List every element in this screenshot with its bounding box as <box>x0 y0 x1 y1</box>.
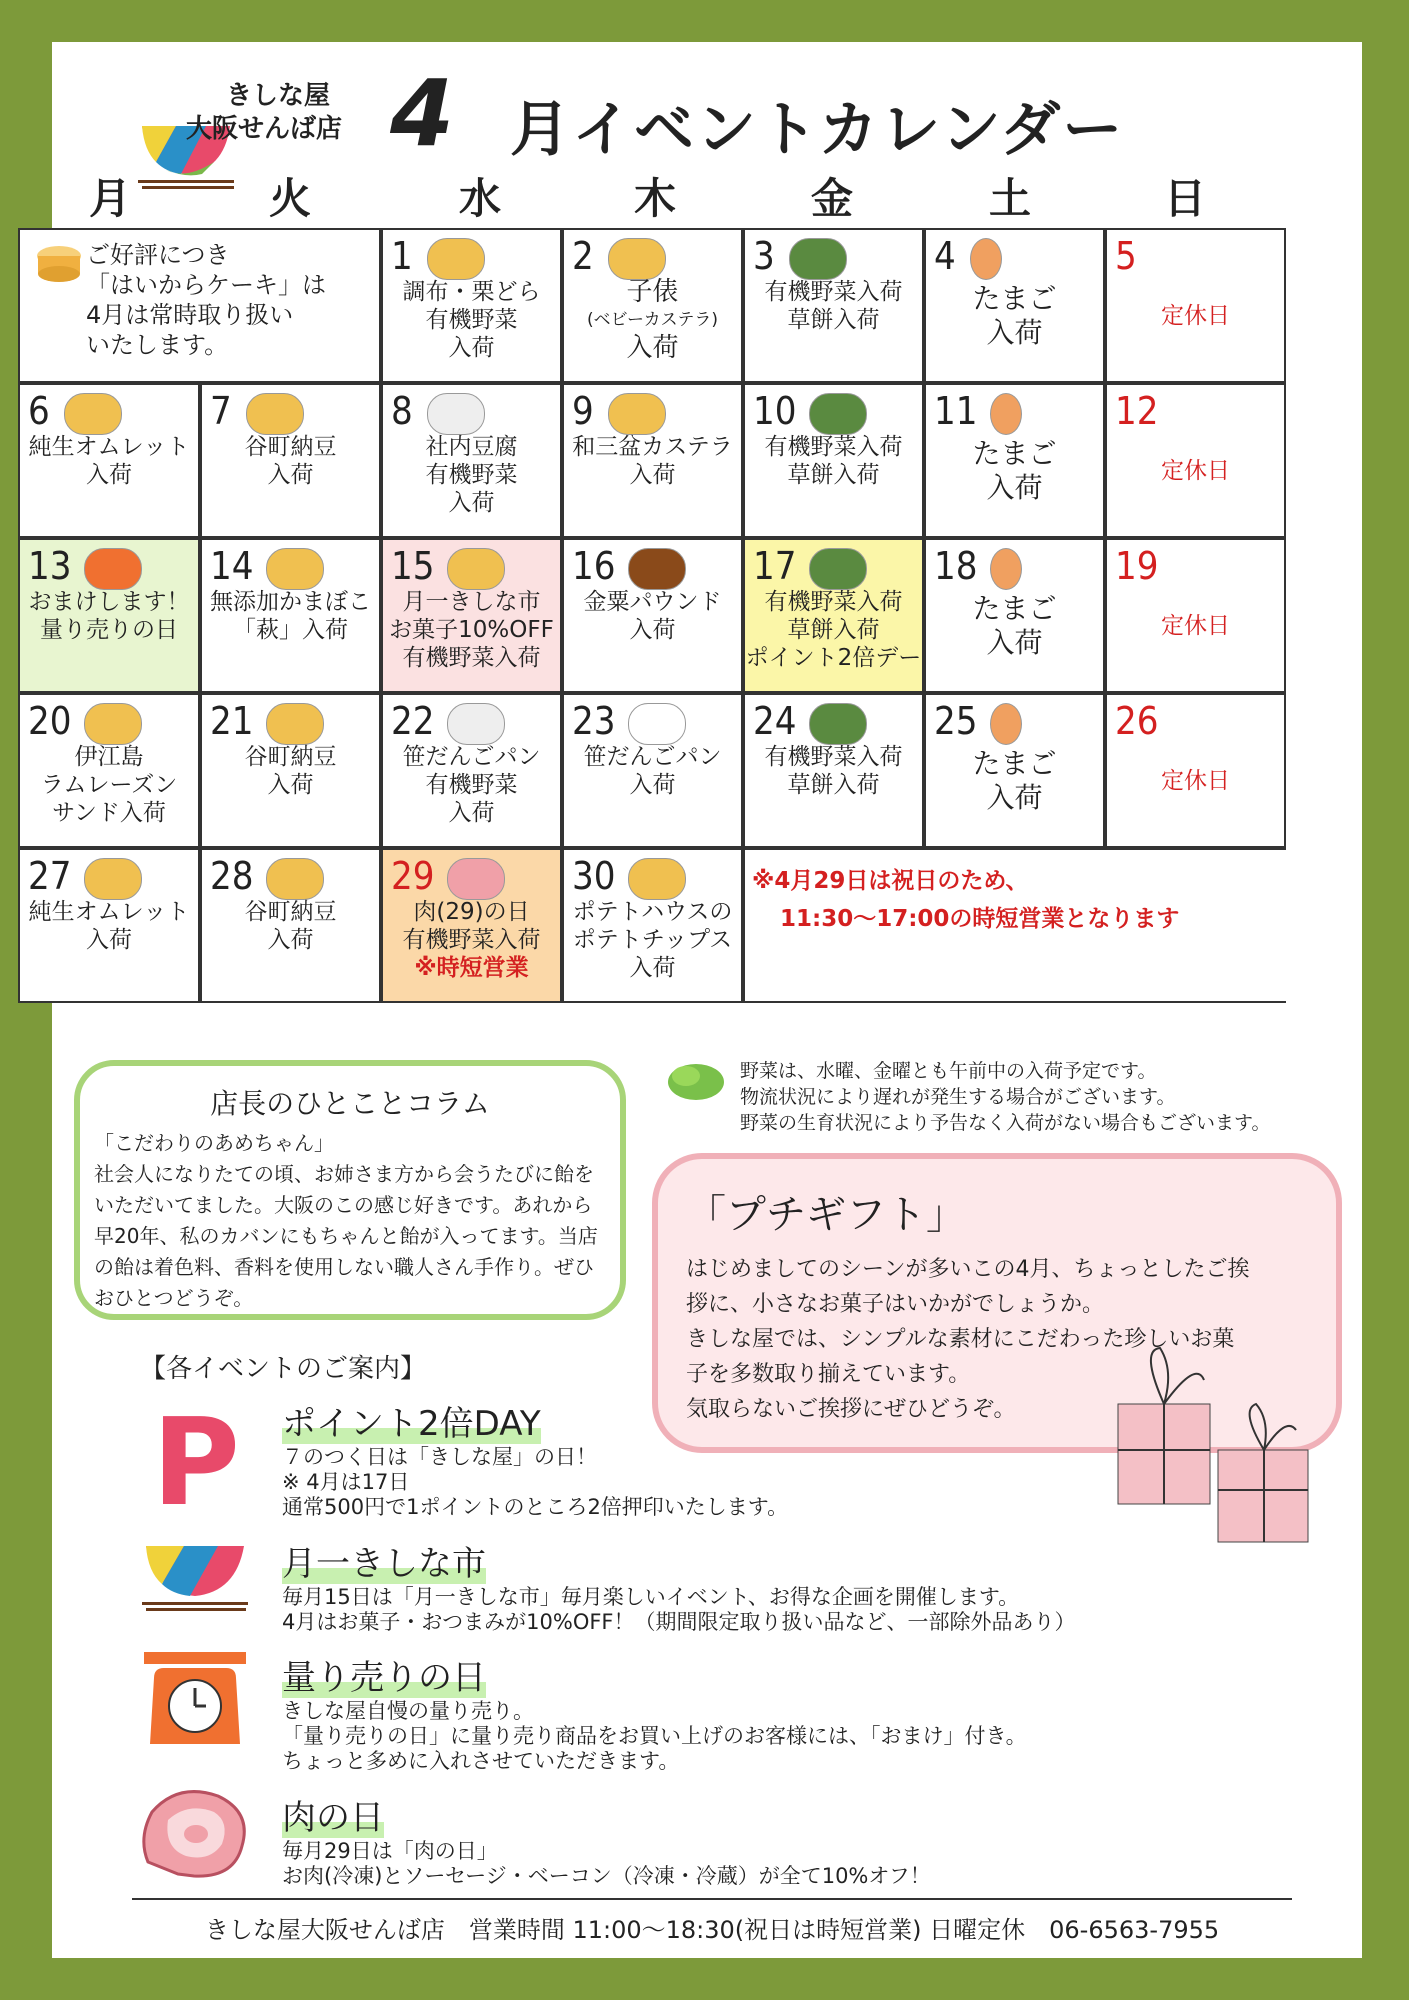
calendar-day-12 <box>1105 383 1286 538</box>
calendar-day-4 <box>924 228 1105 383</box>
day-number: 14 <box>210 544 254 588</box>
day-events <box>383 588 560 672</box>
day-events <box>202 588 379 644</box>
day-number: 12 <box>1115 389 1159 433</box>
kusamochi-icon <box>789 238 847 280</box>
day-events <box>383 898 560 982</box>
holiday-note-line1: ※4月29日は祝日のため、 <box>752 868 1029 894</box>
egg-icon <box>990 548 1022 590</box>
weekday-0: 月 <box>88 174 131 223</box>
day-events <box>202 898 379 954</box>
day-events-text: 調布・栗どら 有機野菜 入荷 <box>402 279 541 361</box>
day-events-text: 谷町納豆 入荷 <box>244 434 337 488</box>
event-hakari <box>282 1650 1027 1774</box>
scale-icon <box>140 1648 250 1748</box>
day-events <box>926 282 1103 350</box>
panda-icon <box>628 703 686 745</box>
day-number: 27 <box>28 854 72 898</box>
title-month: 4 <box>390 60 455 167</box>
day-number: 22 <box>391 699 435 743</box>
natto-icon <box>266 703 324 745</box>
day-events-text: 有機野菜入荷 草餅入荷 <box>764 279 903 333</box>
day-events <box>1107 457 1284 485</box>
day-number: 29 <box>391 854 435 898</box>
gift-box-icon <box>1100 1340 1320 1560</box>
day-events-text: たまご 入荷 <box>972 747 1057 814</box>
gift-line: 気取らないご挨拶にぜひどうぞ。 <box>686 1397 1016 1422</box>
bowl-logo-icon <box>140 1542 250 1614</box>
day-number: 23 <box>572 699 616 743</box>
tofu-icon <box>427 393 485 435</box>
day-events <box>383 278 560 362</box>
day-number: 30 <box>572 854 616 898</box>
veg-note-line: 野菜は、水曜、金曜とも午前中の入荷予定です。 <box>740 1060 1157 1082</box>
day-number: 20 <box>28 699 72 743</box>
meat-icon <box>138 1782 254 1882</box>
day-events-text: 和三盆カステラ 入荷 <box>572 434 733 488</box>
calendar-day-17 <box>743 538 924 693</box>
day-number: 8 <box>391 389 413 433</box>
day-number: 17 <box>753 544 797 588</box>
day-events <box>745 743 922 799</box>
gift-line: はじめましてのシーンが多いこの4月、ちょっとしたご挨 <box>686 1257 1250 1282</box>
day-events-text: 笹だんごパン 入荷 <box>583 744 722 798</box>
potato-chips-icon <box>628 858 686 900</box>
day-number: 4 <box>934 234 956 278</box>
day-number: 10 <box>753 389 797 433</box>
egg-icon <box>990 393 1022 435</box>
shop-name <box>186 80 342 146</box>
day-number: 13 <box>28 544 72 588</box>
day-number: 9 <box>572 389 594 433</box>
calendar-day-7 <box>200 383 381 538</box>
egg-icon <box>970 238 1002 280</box>
haikara-cake-icon <box>34 240 84 284</box>
calendar-day-22 <box>381 693 562 848</box>
calendar-day-2 <box>562 228 743 383</box>
weekday-2: 水 <box>458 174 501 223</box>
calendar-day-29 <box>381 848 562 1003</box>
day-events <box>564 588 741 644</box>
calendar-day-9 <box>562 383 743 538</box>
day-events-text: 純生オムレット 入荷 <box>28 899 190 953</box>
event-point <box>282 1396 788 1520</box>
calendar-day-6 <box>18 383 200 538</box>
day-number: 1 <box>391 234 413 278</box>
calendar-day-13 <box>18 538 200 693</box>
day-events-text: 無添加かまぼこ 「萩」入荷 <box>210 589 371 643</box>
day-events-text: おまけします！ 量り売りの日 <box>28 589 190 643</box>
day-number: 2 <box>572 234 594 278</box>
gift-line: きしな屋では、シンプルな素材にこだわった珍しいお菓 <box>686 1327 1235 1352</box>
day-number: 19 <box>1115 544 1159 588</box>
event-point-line: ※ 4月は17日 <box>282 1470 410 1494</box>
day-number: 3 <box>753 234 775 278</box>
event-ichi-title: 月一きしな市 <box>282 1544 486 1584</box>
short-hours-note: ※時短営業 <box>414 955 529 981</box>
day-events-text: 谷町納豆 入荷 <box>244 744 337 798</box>
lettuce-icon <box>664 1056 728 1108</box>
egg-icon <box>990 703 1022 745</box>
weekday-3: 木 <box>633 174 676 223</box>
event-point-line: 通常500円で1ポイントのところ2倍押印いたします。 <box>282 1495 789 1519</box>
event-niku-line: 毎月29日は「肉の日」 <box>282 1839 498 1863</box>
calendar-day-5 <box>1105 228 1286 383</box>
day-events <box>926 437 1103 505</box>
day-events-text: 月一きしな市 お菓子10%OFF 有機野菜入荷 <box>389 589 554 671</box>
calendar-day-25 <box>924 693 1105 848</box>
day-events <box>564 433 741 489</box>
day-number: 25 <box>934 699 978 743</box>
gift-title: 「プチギフト」 <box>686 1192 966 1238</box>
day-events-text: 定休日 <box>1161 303 1230 329</box>
day-events-text: ポテトハウスの ポテトチップス 入荷 <box>572 899 733 981</box>
day-events-text: 定休日 <box>1161 768 1230 794</box>
day-events-text: 笹だんごパン 有機野菜 入荷 <box>402 744 541 826</box>
day-events <box>1107 612 1284 640</box>
day-number: 11 <box>934 389 978 433</box>
holiday-note <box>752 862 1179 938</box>
shop-name-line2: 大阪せんば店 <box>186 114 343 144</box>
vegetable-note <box>740 1058 1270 1136</box>
day-number: 24 <box>753 699 797 743</box>
day-events <box>564 898 741 982</box>
day-events <box>745 278 922 334</box>
day-events-text: 谷町納豆 入荷 <box>244 899 337 953</box>
day-events <box>383 743 560 827</box>
page-title: 月イベントカレンダー <box>510 95 1125 165</box>
event-hakari-title: 量り売りの日 <box>282 1658 486 1698</box>
day-number: 18 <box>934 544 978 588</box>
day-events-text: 純生オムレット 入荷 <box>28 434 190 488</box>
column-body: 社会人になりたての頃、お姉さま方から会うたびに飴をいただいてました。大阪のこの感じ好きです。あれから早20年、私のカバンにもちゃんと飴が入ってます。当店の飴は着色料、香料を使用しない職人さん手作り。ぜひおひとつどうぞ。 <box>94 1162 598 1310</box>
tofu-icon <box>447 703 505 745</box>
day-events-text: 有機野菜入荷 草餅入荷 <box>764 744 903 798</box>
calendar-day-26 <box>1105 693 1286 848</box>
day-events-text: 伊江島 ラムレーズン サンド入荷 <box>40 744 178 826</box>
calendar-day-14 <box>200 538 381 693</box>
manager-column <box>74 1060 626 1320</box>
events-heading: 【各イベントのご案内】 <box>140 1354 427 1384</box>
calendar-day-19 <box>1105 538 1286 693</box>
calendar-day-15 <box>381 538 562 693</box>
day-events <box>20 433 198 489</box>
omelette-icon <box>84 858 142 900</box>
day-events <box>926 747 1103 815</box>
gift-line: 拶に、小さなお菓子はいかがでしょうか。 <box>686 1292 1105 1317</box>
event-niku-title: 肉の日 <box>282 1798 384 1838</box>
kamaboko-icon <box>266 548 324 590</box>
day-events <box>383 433 560 517</box>
bowl-logo-icon <box>447 548 505 590</box>
day-number: 5 <box>1115 234 1137 278</box>
kusamochi-icon <box>809 548 867 590</box>
chestnut-dorayaki-icon <box>427 238 485 280</box>
kusamochi-icon <box>809 703 867 745</box>
weekday-5: 土 <box>988 174 1031 223</box>
day-events-text: 有機野菜入荷 草餅入荷 <box>764 434 903 488</box>
weekday-4: 金 <box>810 174 853 223</box>
calendar-day-21 <box>200 693 381 848</box>
day-events-text: たまご 入荷 <box>972 282 1057 349</box>
day-events <box>202 743 379 799</box>
event-hakari-line: きしな屋自慢の量り売り。 <box>282 1699 534 1723</box>
day-events-line: 子俵 <box>626 277 679 307</box>
calendar-day-16 <box>562 538 743 693</box>
cookie-sandwich-icon <box>84 703 142 745</box>
natto-icon <box>246 393 304 435</box>
calendar-day-1 <box>381 228 562 383</box>
calendar-day-10 <box>743 383 924 538</box>
day-events <box>20 743 198 827</box>
weekday-1: 火 <box>268 174 311 223</box>
event-ichi <box>282 1536 1076 1635</box>
day-events <box>20 898 198 954</box>
veg-note-line: 物流状況により遅れが発生する場合がございます。 <box>740 1086 1176 1108</box>
event-hakari-line: ちょっと多めに入れさせていただきます。 <box>282 1749 680 1773</box>
gift-line: 子を多数取り揃えています。 <box>686 1362 971 1387</box>
point-p-icon: P <box>152 1394 240 1533</box>
intro-notice-cell <box>18 228 381 383</box>
day-events-sub: (ベビーカステラ) <box>587 310 718 330</box>
footer-info: きしな屋大阪せんば店 営業時間 11:00〜18:30(祝日は時短営業) 日曜定休 06-6563-7955 <box>132 1898 1292 1945</box>
event-point-line: ７のつく日は「きしな屋」の日！ <box>282 1445 597 1469</box>
intro-text: ご好評につき 「はいからケーキ」は 4月は常時取り扱い いたします。 <box>86 241 326 359</box>
day-events-line: 入荷 <box>626 333 679 363</box>
meat-icon <box>447 858 505 900</box>
day-events-text: 社内豆腐 有機野菜 入荷 <box>425 434 518 516</box>
day-events <box>1107 767 1284 795</box>
weekday-6: 日 <box>1163 174 1206 223</box>
day-events-text: たまご 入荷 <box>972 437 1057 504</box>
calendar-day-28 <box>200 848 381 1003</box>
day-events <box>745 588 922 672</box>
column-title: 店長のひとことコラム <box>210 1087 490 1120</box>
day-events <box>564 743 741 799</box>
calendar-day-24 <box>743 693 924 848</box>
day-events <box>564 278 741 362</box>
calendar-day-27 <box>18 848 200 1003</box>
event-niku-line: お肉(冷凍)とソーセージ・ベーコン（冷凍・冷蔵）が全て10%オフ！ <box>282 1864 931 1888</box>
event-ichi-line: 毎月15日は「月一きしな市」毎月楽しいイベント、お得な企画を開催します。 <box>282 1585 1020 1609</box>
event-hakari-line: 「量り売りの日」に量り売り商品をお買い上げのお客様には、「おまけ」付き。 <box>282 1724 1027 1748</box>
calendar-day-18 <box>924 538 1105 693</box>
day-number: 15 <box>391 544 435 588</box>
holiday-note-line2: 11:30〜17:00の時短営業となります <box>780 906 1180 932</box>
calendar-day-20 <box>18 693 200 848</box>
day-events-text: 有機野菜入荷 草餅入荷 ポイント2倍デー <box>745 589 922 671</box>
day-events-text: 定休日 <box>1161 458 1230 484</box>
column-subtitle: 「こだわりのあめちゃん」 <box>94 1131 334 1155</box>
chestnut-icon <box>628 548 686 590</box>
day-number: 28 <box>210 854 254 898</box>
scale-icon <box>84 548 142 590</box>
natto-icon <box>266 858 324 900</box>
omelette-icon <box>64 393 122 435</box>
day-number: 6 <box>28 389 50 433</box>
calendar-day-8 <box>381 383 562 538</box>
event-niku <box>282 1790 931 1889</box>
event-ichi-line: 4月はお菓子・おつまみが10%OFF！（期間限定取り扱い品など、一部除外品あり） <box>282 1610 1076 1634</box>
day-events <box>20 588 198 644</box>
day-number: 16 <box>572 544 616 588</box>
calendar-day-23 <box>562 693 743 848</box>
day-events-text: たまご 入荷 <box>972 592 1057 659</box>
event-point-title: ポイント2倍DAY <box>282 1404 541 1444</box>
baby-castella-icon <box>608 238 666 280</box>
day-events <box>202 433 379 489</box>
kusamochi-icon <box>809 393 867 435</box>
castella-icon <box>608 393 666 435</box>
day-events <box>926 592 1103 660</box>
day-events <box>1107 302 1284 330</box>
calendar-day-11 <box>924 383 1105 538</box>
day-events <box>745 433 922 489</box>
calendar-day-30 <box>562 848 743 1003</box>
day-events-text: 肉(29)の日 有機野菜入荷 <box>402 899 541 953</box>
day-number: 26 <box>1115 699 1159 743</box>
day-events-text: 定休日 <box>1161 613 1230 639</box>
shop-name-line1: きしな屋 <box>226 81 331 111</box>
day-events-text: 金粟パウンド 入荷 <box>583 589 722 643</box>
day-number: 7 <box>210 389 232 433</box>
calendar-day-3 <box>743 228 924 383</box>
day-number: 21 <box>210 699 254 743</box>
veg-note-line: 野菜の生育状況により予告なく入荷がない場合もございます。 <box>740 1112 1271 1134</box>
